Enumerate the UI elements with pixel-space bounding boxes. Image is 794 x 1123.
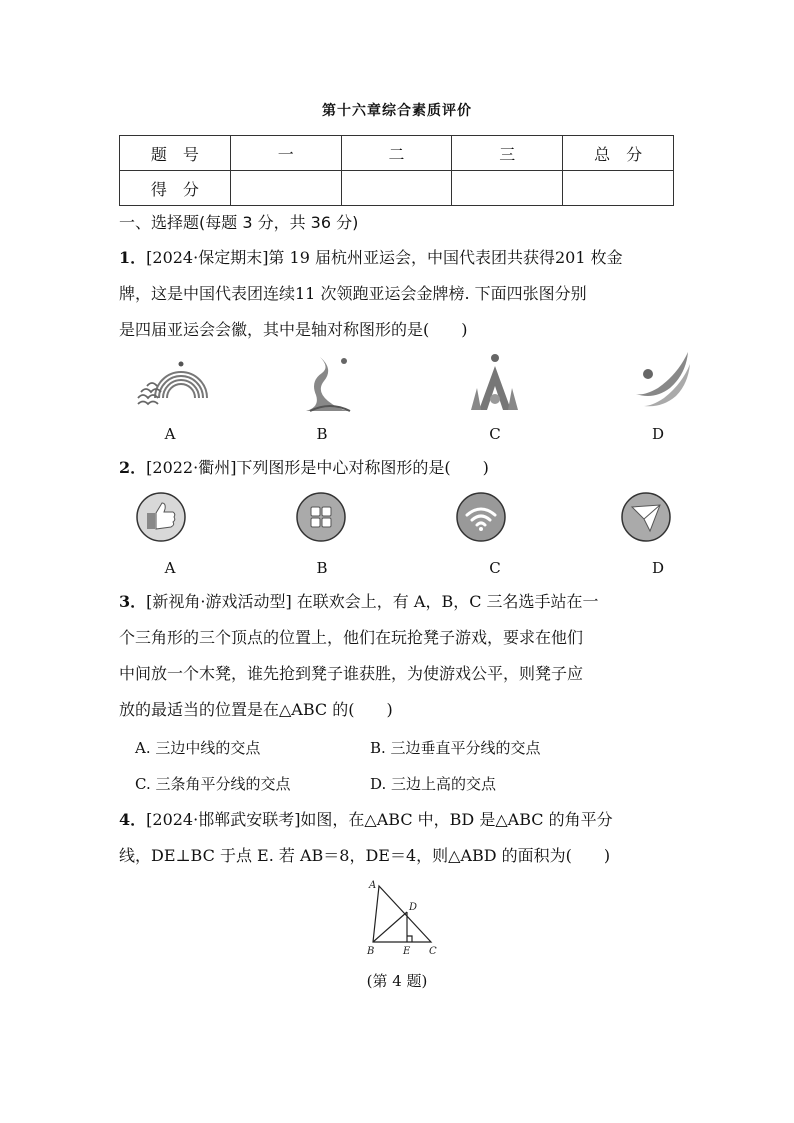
vertex-label-b: B (367, 946, 375, 957)
choice-c[interactable]: C. 三条角平分线的交点 (135, 775, 291, 793)
option-label: B (316, 559, 328, 577)
score-input-cell[interactable] (230, 171, 341, 206)
score-table (119, 135, 674, 206)
question-text: [新视角·游戏活动型] 在联欢会上，有 A，B，C 三名选手站在一 (146, 592, 599, 611)
asian-games-emblem-b-icon[interactable] (300, 355, 360, 413)
thumbs-up-icon[interactable] (135, 491, 187, 543)
question-text: 放的最适当的位置是在△ABC 的( ) (119, 700, 393, 719)
choice-a[interactable]: A. 三边中线的交点 (135, 739, 261, 757)
question-4 (119, 802, 679, 874)
option-label: C (489, 559, 501, 577)
vertex-label-e: E (403, 946, 411, 957)
question-text: 是四届亚运会会徽，其中是轴对称图形的是( ) (119, 320, 468, 339)
question-number: 2． (119, 458, 147, 477)
table-cell: 题 号 (120, 136, 231, 171)
vertex-label-c: C (429, 946, 437, 957)
question-text: [2024·邯郸武安联考]如图，在△ABC 中，BD 是△ABC 的角平分 (146, 810, 613, 829)
question-text: 中间放一个木凳，谁先抢到凳子谁获胜，为使游戏公平，则凳子应 (119, 664, 584, 683)
question-text: [2024·保定期末]第 19 届杭州亚运会，中国代表团共获得201 枚金 (146, 248, 623, 267)
triangle-figure (365, 878, 445, 960)
question-2 (119, 450, 679, 486)
asian-games-emblem-d-icon[interactable] (630, 350, 692, 412)
option-label: A (164, 425, 176, 443)
choice-b[interactable]: B. 三边垂直平分线的交点 (370, 739, 541, 757)
question-text: 个三角形的三个顶点的位置上，他们在玩抢凳子游戏，要求在他们 (119, 628, 584, 647)
wifi-icon[interactable] (455, 491, 507, 543)
figure-caption: (第 4 题) (366, 972, 428, 990)
question-number: 1． (119, 248, 147, 267)
question-text: [2022·衢州]下列图形是中心对称图形的是( ) (146, 458, 489, 477)
asian-games-emblem-c-icon[interactable] (467, 352, 522, 414)
table-row (120, 136, 674, 171)
score-input-cell[interactable] (452, 171, 563, 206)
choice-d[interactable]: D. 三边上高的交点 (370, 775, 497, 793)
option-label: D (651, 425, 665, 443)
table-cell: 二 (341, 136, 452, 171)
option-label: C (489, 425, 501, 443)
page-title: 第十六章综合素质评价 (322, 103, 472, 119)
option-label: B (316, 425, 328, 443)
grid-app-icon[interactable] (295, 491, 347, 543)
option-label: D (651, 559, 665, 577)
table-cell: 总 分 (563, 136, 674, 171)
score-input-cell[interactable] (563, 171, 674, 206)
table-row (120, 171, 674, 206)
question-number: 4． (119, 810, 147, 829)
table-cell: 一 (230, 136, 341, 171)
option-label: A (164, 559, 176, 577)
question-number: 3． (119, 592, 147, 611)
question-1 (119, 240, 679, 348)
asian-games-emblem-a-icon[interactable] (135, 358, 210, 413)
question-text: 线，DE⊥BC 于点 E. 若 AB＝8，DE＝4，则△ABD 的面积为( ) (119, 846, 611, 865)
vertex-label-d: D (409, 902, 418, 913)
question-text: 牌，这是中国代表团连续11 次领跑亚运会金牌榜. 下面四张图分别 (119, 284, 587, 303)
score-input-cell[interactable] (341, 171, 452, 206)
table-cell: 得 分 (120, 171, 231, 206)
section-heading: 一、选择题(每题 3 分，共 36 分) (119, 213, 359, 232)
vertex-label-a: A (369, 880, 377, 891)
paper-plane-icon[interactable] (620, 491, 672, 543)
table-cell: 三 (452, 136, 563, 171)
question-3 (119, 584, 679, 728)
